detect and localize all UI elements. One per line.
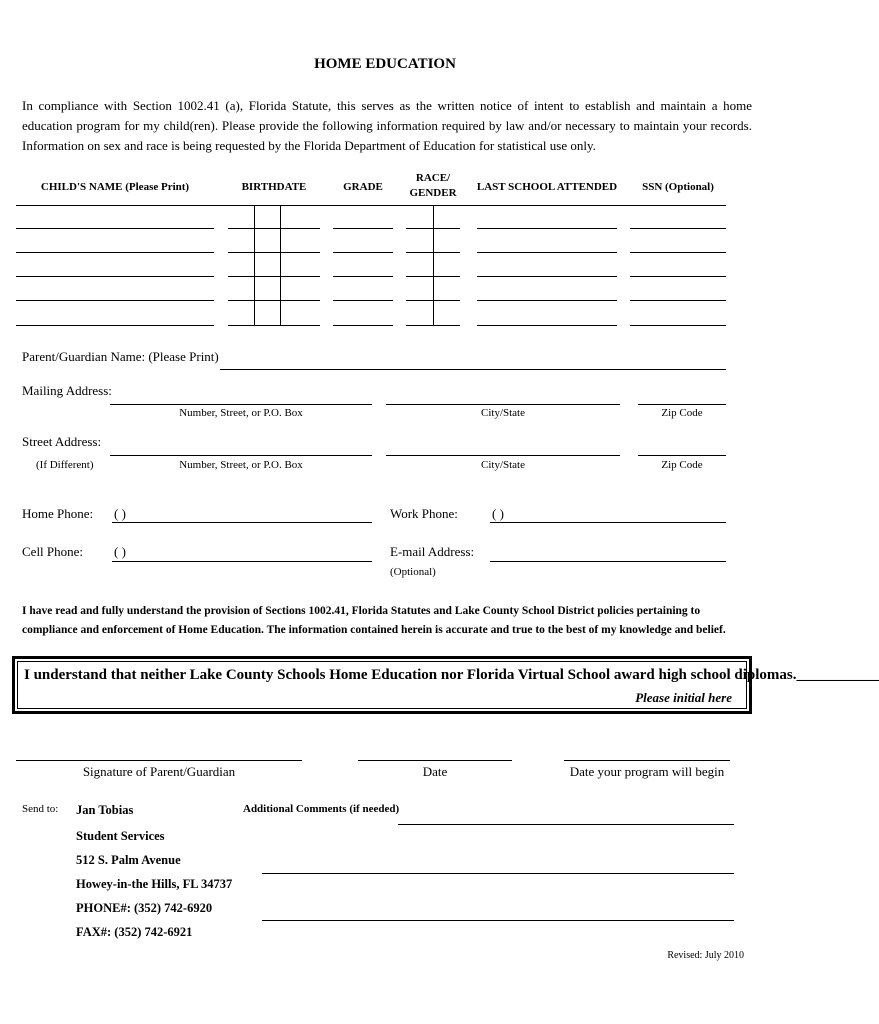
- signature-field[interactable]: [16, 760, 302, 761]
- header-race-line1: RACE/: [415, 172, 451, 184]
- table-row-line[interactable]: [228, 252, 320, 253]
- mailing-address-label: Mailing Address:: [22, 383, 112, 398]
- signature-label: Signature of Parent/Guardian: [82, 764, 236, 779]
- send-to-name: Jan Tobias: [76, 803, 134, 817]
- street-street-field[interactable]: [110, 455, 372, 456]
- table-row-line[interactable]: [630, 228, 726, 229]
- home-phone-label: Home Phone:: [22, 506, 94, 521]
- birthdate-divider: [254, 205, 255, 325]
- table-row-line[interactable]: [630, 300, 726, 301]
- street-city-field[interactable]: [386, 455, 620, 456]
- additional-comments-label: Additional Comments (if needed): [243, 803, 400, 815]
- header-race-line2: GENDER: [409, 187, 457, 199]
- table-row-line[interactable]: [630, 276, 726, 277]
- diploma-statement: I understand that neither Lake County Schools Home Education nor Florida Virtual School award high school diplomas.___________: [24, 667, 879, 683]
- table-row-line[interactable]: [477, 252, 617, 253]
- street-zip-field[interactable]: [638, 455, 726, 456]
- parent-name-label: Parent/Guardian Name: (Please Print): [22, 349, 219, 364]
- header-ssn: SSN (Optional): [642, 181, 714, 193]
- declaration-text: I have read and fully understand the provision of Sections 1002.41, Florida Statutes and Lake County School District policies pertaining to compliance and enforcement of Home Education. The information contained herein is accurate and true to the best of my knowledge and belief.: [22, 605, 726, 636]
- date-field[interactable]: [358, 760, 512, 761]
- header-race-gender: [400, 171, 466, 201]
- header-birthdate: BIRTHDATE: [241, 181, 307, 193]
- address-line-2: 512 S. Palm Avenue: [76, 853, 181, 867]
- table-row-line[interactable]: [16, 300, 214, 301]
- parent-name-field[interactable]: [220, 369, 726, 370]
- table-row-line[interactable]: [477, 325, 617, 326]
- mailing-street-sublabel: Number, Street, or P.O. Box: [179, 407, 303, 419]
- table-top-line: [16, 205, 726, 206]
- cell-phone-label: Cell Phone:: [22, 544, 84, 559]
- table-row-line[interactable]: [333, 276, 393, 277]
- table-row-line[interactable]: [228, 300, 320, 301]
- initial-here-label: Please initial here: [635, 690, 732, 705]
- table-row-line[interactable]: [16, 325, 214, 326]
- table-row-line[interactable]: [228, 276, 320, 277]
- table-row-line[interactable]: [477, 228, 617, 229]
- work-phone-label: Work Phone:: [390, 506, 458, 521]
- address-line-3: Howey-in-the Hills, FL 34737: [76, 877, 233, 891]
- mailing-zip-field[interactable]: [638, 404, 726, 405]
- mailing-street-field[interactable]: [110, 404, 372, 405]
- email-field[interactable]: [490, 561, 726, 562]
- comments-line-3[interactable]: [262, 920, 734, 921]
- work-phone-area-code: ( ): [492, 506, 504, 521]
- send-to-label: Send to:: [22, 803, 59, 815]
- race-gender-divider: [433, 205, 434, 325]
- work-phone-field[interactable]: [490, 522, 726, 523]
- table-row-line[interactable]: [333, 252, 393, 253]
- street-address-label: Street Address:: [22, 434, 102, 449]
- table-row-line[interactable]: [16, 252, 214, 253]
- table-row-line[interactable]: [16, 228, 214, 229]
- cell-phone-field[interactable]: [112, 561, 372, 562]
- table-row-line[interactable]: [333, 325, 393, 326]
- street-city-sublabel: City/State: [481, 459, 525, 471]
- table-row-line[interactable]: [630, 252, 726, 253]
- table-row-line[interactable]: [228, 325, 320, 326]
- table-row-line[interactable]: [333, 228, 393, 229]
- program-begin-label: Date your program will begin: [569, 764, 725, 779]
- mailing-city-field[interactable]: [386, 404, 620, 405]
- birthdate-divider: [280, 205, 281, 325]
- page-title: HOME EDUCATION: [314, 56, 456, 72]
- program-begin-date-field[interactable]: [564, 760, 730, 761]
- date-label: Date: [422, 764, 448, 779]
- header-childs-name: CHILD'S NAME (Please Print): [40, 181, 190, 193]
- table-row-line[interactable]: [406, 325, 460, 326]
- table-row-line[interactable]: [333, 300, 393, 301]
- mailing-city-sublabel: City/State: [481, 407, 525, 419]
- home-phone-field[interactable]: [112, 522, 372, 523]
- comments-line-1[interactable]: [398, 824, 734, 825]
- table-row-line[interactable]: [228, 228, 320, 229]
- mailing-zip-sublabel: Zip Code: [661, 407, 703, 419]
- home-phone-area-code: ( ): [114, 506, 126, 521]
- table-row-line[interactable]: [477, 300, 617, 301]
- street-street-sublabel: Number, Street, or P.O. Box: [179, 459, 303, 471]
- table-row-line[interactable]: [477, 276, 617, 277]
- table-row-line[interactable]: [630, 325, 726, 326]
- email-optional-label: (Optional): [390, 566, 436, 578]
- header-grade: GRADE: [343, 181, 383, 193]
- phone-number: PHONE#: (352) 742-6920: [76, 901, 213, 915]
- intro-paragraph: In compliance with Section 1002.41 (a), Florida Statute, this serves as the written notice of intent to establish and maintain a home education program for my child(ren). Please provide the following information required by law and/or necessary to maintain your records. Information on sex and race is being requested by the Florida Department of Education for statistical use only.: [22, 98, 752, 153]
- table-row-line[interactable]: [16, 276, 214, 277]
- comments-line-2[interactable]: [262, 873, 734, 874]
- address-line-1: Student Services: [76, 829, 165, 843]
- cell-phone-area-code: ( ): [114, 544, 126, 559]
- street-zip-sublabel: Zip Code: [661, 459, 703, 471]
- header-last-school: LAST SCHOOL ATTENDED: [476, 181, 618, 193]
- if-different-label: (If Different): [36, 459, 94, 471]
- fax-number: FAX#: (352) 742-6921: [76, 925, 193, 939]
- revised-date: Revised: July 2010: [667, 950, 744, 961]
- email-label: E-mail Address:: [390, 544, 475, 559]
